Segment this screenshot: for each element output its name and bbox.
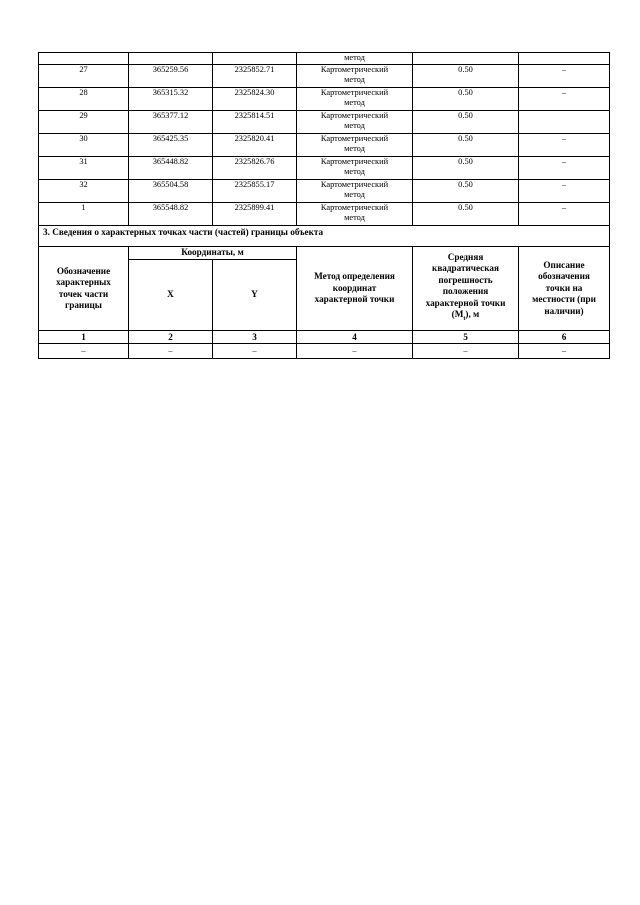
document-table: [38, 52, 610, 359]
method: Картометрический метод: [297, 157, 413, 180]
coord-x: 365548.82: [129, 203, 213, 226]
coord-y: 2325814.51: [213, 111, 297, 134]
coord-y: 2325899.41: [213, 203, 297, 226]
column-number: 2: [129, 331, 213, 344]
coord-y: 2325855.17: [213, 180, 297, 203]
point-row: [39, 65, 610, 88]
point-number: 28: [39, 88, 129, 111]
coord-x: 365448.82: [129, 157, 213, 180]
mean-error: 0.50: [413, 203, 519, 226]
method: Картометрический метод: [297, 134, 413, 157]
description: –: [519, 88, 610, 111]
header-row-1: [39, 247, 610, 260]
column-number: 3: [213, 331, 297, 344]
empty-cell: –: [413, 344, 519, 359]
section-3-title: 3. Сведения о характерных точках части (частей) границы объекта: [39, 226, 610, 247]
description: [519, 111, 610, 134]
empty-cell: –: [129, 344, 213, 359]
point-row: [39, 111, 610, 134]
empty-data-row: [39, 344, 610, 359]
header-x: X: [129, 260, 213, 331]
mean-error: 0.50: [413, 65, 519, 88]
coord-x: 365377.12: [129, 111, 213, 134]
header-mean-error: Средняя квадратическая погрешность положения характерной точки $(M_t)$, м: [413, 247, 519, 331]
coord-y: 2325826.76: [213, 157, 297, 180]
coord-x: 365425.35: [129, 134, 213, 157]
point-number: 27: [39, 65, 129, 88]
section-3-title-row: [39, 226, 610, 247]
point-number: 30: [39, 134, 129, 157]
header-y: Y: [213, 260, 297, 331]
header-method: Метод определения координат характерной точки: [297, 247, 413, 331]
method-continuation: метод: [297, 53, 413, 65]
column-number: 4: [297, 331, 413, 344]
point-row: [39, 203, 610, 226]
description: –: [519, 65, 610, 88]
column-number: 6: [519, 331, 610, 344]
mean-error: 0.50: [413, 111, 519, 134]
method: Картометрический метод: [297, 65, 413, 88]
method: Картометрический метод: [297, 203, 413, 226]
method: Картометрический метод: [297, 88, 413, 111]
description: –: [519, 180, 610, 203]
mean-error: 0.50: [413, 134, 519, 157]
coord-x: 365315.32: [129, 88, 213, 111]
coord-x: 365259.56: [129, 65, 213, 88]
coord-x: 365504.58: [129, 180, 213, 203]
method: Картометрический метод: [297, 111, 413, 134]
description: –: [519, 203, 610, 226]
description: –: [519, 157, 610, 180]
column-numbers-row: [39, 331, 610, 344]
point-number: 31: [39, 157, 129, 180]
mean-error: 0.50: [413, 88, 519, 111]
column-number: 1: [39, 331, 129, 344]
empty-cell: –: [213, 344, 297, 359]
empty-cell: –: [39, 344, 129, 359]
point-row: [39, 88, 610, 111]
mean-error: 0.50: [413, 180, 519, 203]
empty-cell: –: [297, 344, 413, 359]
method: Картометрический метод: [297, 180, 413, 203]
point-row: [39, 134, 610, 157]
coord-y: 2325820.41: [213, 134, 297, 157]
coord-y: 2325824.30: [213, 88, 297, 111]
header-description: Описание обозначения точки на местности (при наличии): [519, 247, 610, 331]
header-designation: Обозначение характерных точек части границы: [39, 247, 129, 331]
point-row: [39, 180, 610, 203]
header-coordinates: Координаты, м: [129, 247, 297, 260]
description: –: [519, 134, 610, 157]
point-number: 32: [39, 180, 129, 203]
point-number: 29: [39, 111, 129, 134]
continuation-row: [39, 53, 610, 65]
empty-cell: –: [519, 344, 610, 359]
coord-y: 2325852.71: [213, 65, 297, 88]
point-row: [39, 157, 610, 180]
mean-error: 0.50: [413, 157, 519, 180]
point-number: 1: [39, 203, 129, 226]
column-number: 5: [413, 331, 519, 344]
